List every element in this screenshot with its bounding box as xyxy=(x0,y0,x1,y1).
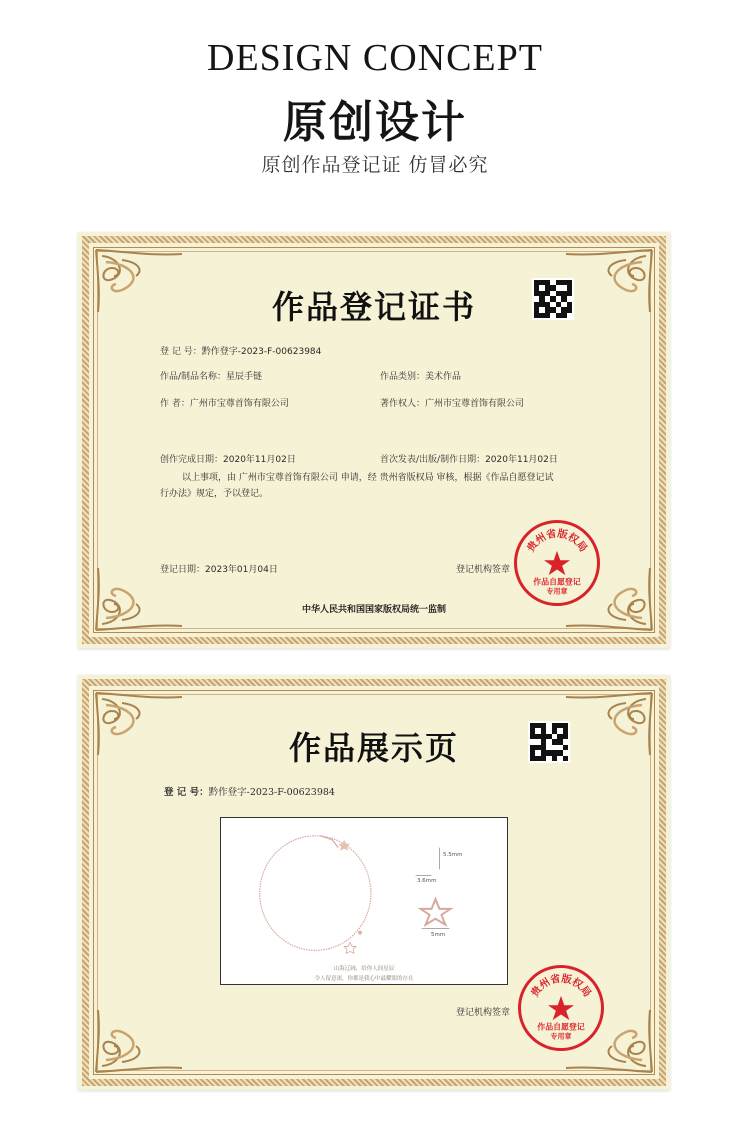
reg-no-label: 登 记 号： xyxy=(160,347,202,357)
reg-date-label: 登记日期： xyxy=(160,565,206,575)
hero-title-cn: 原创设计 xyxy=(283,97,467,148)
reg-no-row xyxy=(164,784,335,798)
certificate-title: 作品登记证书 xyxy=(271,288,476,326)
seal-line-1: 作品自愿登记 xyxy=(537,1022,585,1032)
published-value: 2020年11月02日 xyxy=(485,455,558,465)
reg-no-value: 黔作登字-2023-F-00623984 xyxy=(201,347,322,357)
svg-text:贵州省版权局 xyxy=(528,972,594,1000)
dim-star: 5mm xyxy=(431,932,446,938)
issuer-footer: 中华人民共和国国家版权局统一监制 xyxy=(301,605,446,615)
dim-moon-width: 3.6mm xyxy=(417,878,437,884)
cert-body-line2: 行办法》规定，予以登记。 xyxy=(160,489,269,499)
reg-no-value: 黔作登字-2023-F-00623984 xyxy=(208,787,335,798)
published-label: 首次发表/出版/制作日期： xyxy=(380,455,486,465)
owner-label: 著作权人： xyxy=(380,399,426,409)
author-value: 广州市宝尊首饰有限公司 xyxy=(189,399,289,409)
work-display-page xyxy=(78,675,670,1090)
reg-no-row xyxy=(160,344,321,357)
owner-row xyxy=(380,396,524,409)
reg-date-value: 2023年01月04日 xyxy=(205,565,278,575)
completed-value: 2020年11月02日 xyxy=(223,455,296,465)
hero-title-en: DESIGN CONCEPT xyxy=(207,37,543,79)
photo-caption-2: 令人留意深，你都是我心中最耀眼的存在 xyxy=(314,976,414,982)
dim-moon-height: 5.5mm xyxy=(443,852,463,858)
hero-subtitle: 原创作品登记证 仿冒必究 xyxy=(261,154,489,176)
ornament-corner-icon xyxy=(92,1006,188,1076)
seal-line-2: 专用章 xyxy=(546,587,568,596)
completed-row xyxy=(160,452,296,465)
svg-text:贵州省版权局 xyxy=(524,527,590,555)
reg-date-row xyxy=(160,562,278,575)
qr-code-icon xyxy=(528,721,570,763)
owner-value: 广州市宝尊首饰有限公司 xyxy=(425,399,525,409)
author-row xyxy=(160,396,289,409)
seal-line-1: 作品自愿登记 xyxy=(533,577,581,587)
work-name-row xyxy=(160,369,262,382)
seal-label: 登记机构签章 xyxy=(456,565,511,575)
completed-label: 创作完成日期： xyxy=(160,455,224,465)
official-seal-icon xyxy=(514,520,600,606)
qr-code-icon xyxy=(532,278,574,320)
reg-no-label: 登 记 号： xyxy=(164,787,209,798)
display-page-title: 作品展示页 xyxy=(288,729,459,767)
product-photo xyxy=(220,817,508,985)
cert-body-line1: 以上事项，由 广州市宝尊首饰有限公司 申请，经 贵州省版权局 审核，根据《作品自愿登记试 xyxy=(182,473,554,483)
official-seal-icon xyxy=(518,965,604,1051)
category-row xyxy=(380,369,461,382)
seal-arc-text: 贵州省版权局 xyxy=(529,973,593,1000)
category-value: 美术作品 xyxy=(425,372,462,382)
work-name-label: 作品/制品名称： xyxy=(160,372,227,382)
seal-line-2: 专用章 xyxy=(550,1032,572,1041)
category-label: 作品类别： xyxy=(380,372,426,382)
photo-caption-1: 山海辽阔，给你人间星辰 xyxy=(333,966,395,972)
published-row xyxy=(380,452,558,465)
work-name-value: 星辰手链 xyxy=(226,372,263,382)
seal-label: 登记机构签章 xyxy=(456,1008,511,1018)
seal-arc-text: 贵州省版权局 xyxy=(525,528,589,555)
registration-certificate xyxy=(78,232,670,648)
author-label: 作 者： xyxy=(160,399,190,409)
